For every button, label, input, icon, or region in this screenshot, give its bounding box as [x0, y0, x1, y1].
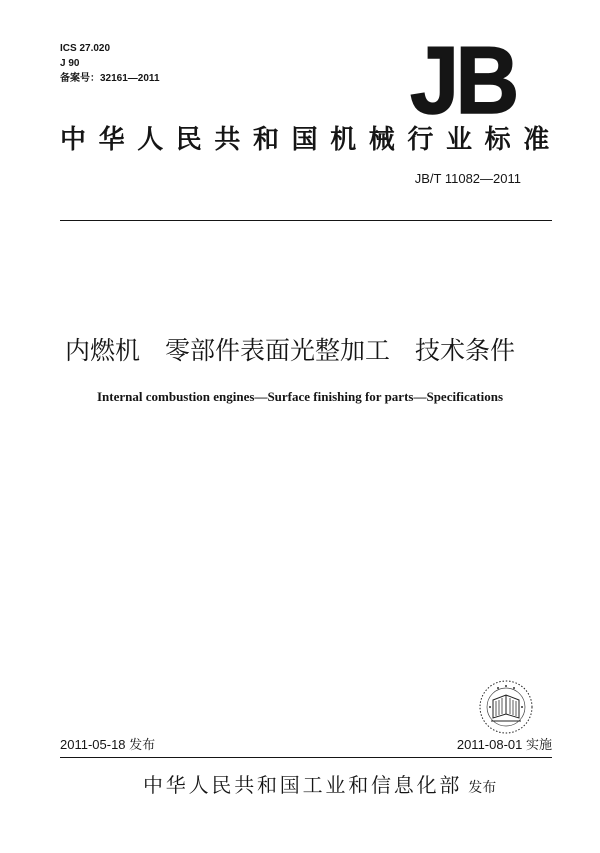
issuer-line	[143, 772, 496, 801]
record-number: 备案号：32161—2011	[60, 73, 160, 84]
issuer-name: 中华人民共和国工业和信息化部	[143, 773, 463, 797]
issue-date: 2011-05-18 发布	[60, 737, 156, 752]
standard-category-title: 中华人民共和国机械行业标准	[60, 125, 562, 155]
document-title-en: Internal combustion engines—Surface finishing for parts—Specifications	[96, 389, 504, 404]
document-title-cn: 内燃机 零部件表面光整加工 技术条件	[65, 336, 516, 365]
classification-code: J 90	[60, 58, 80, 69]
ics-code: ICS 27.020	[60, 43, 111, 54]
issuer-action: 发布	[468, 780, 497, 796]
footer-divider	[60, 757, 552, 758]
header-divider	[60, 220, 552, 221]
seal-icon	[478, 676, 534, 738]
jb-logo: JB	[410, 27, 516, 134]
standard-number: JB/T 11082—2011	[414, 171, 521, 186]
effective-date: 2011-08-01 实施	[456, 737, 552, 752]
